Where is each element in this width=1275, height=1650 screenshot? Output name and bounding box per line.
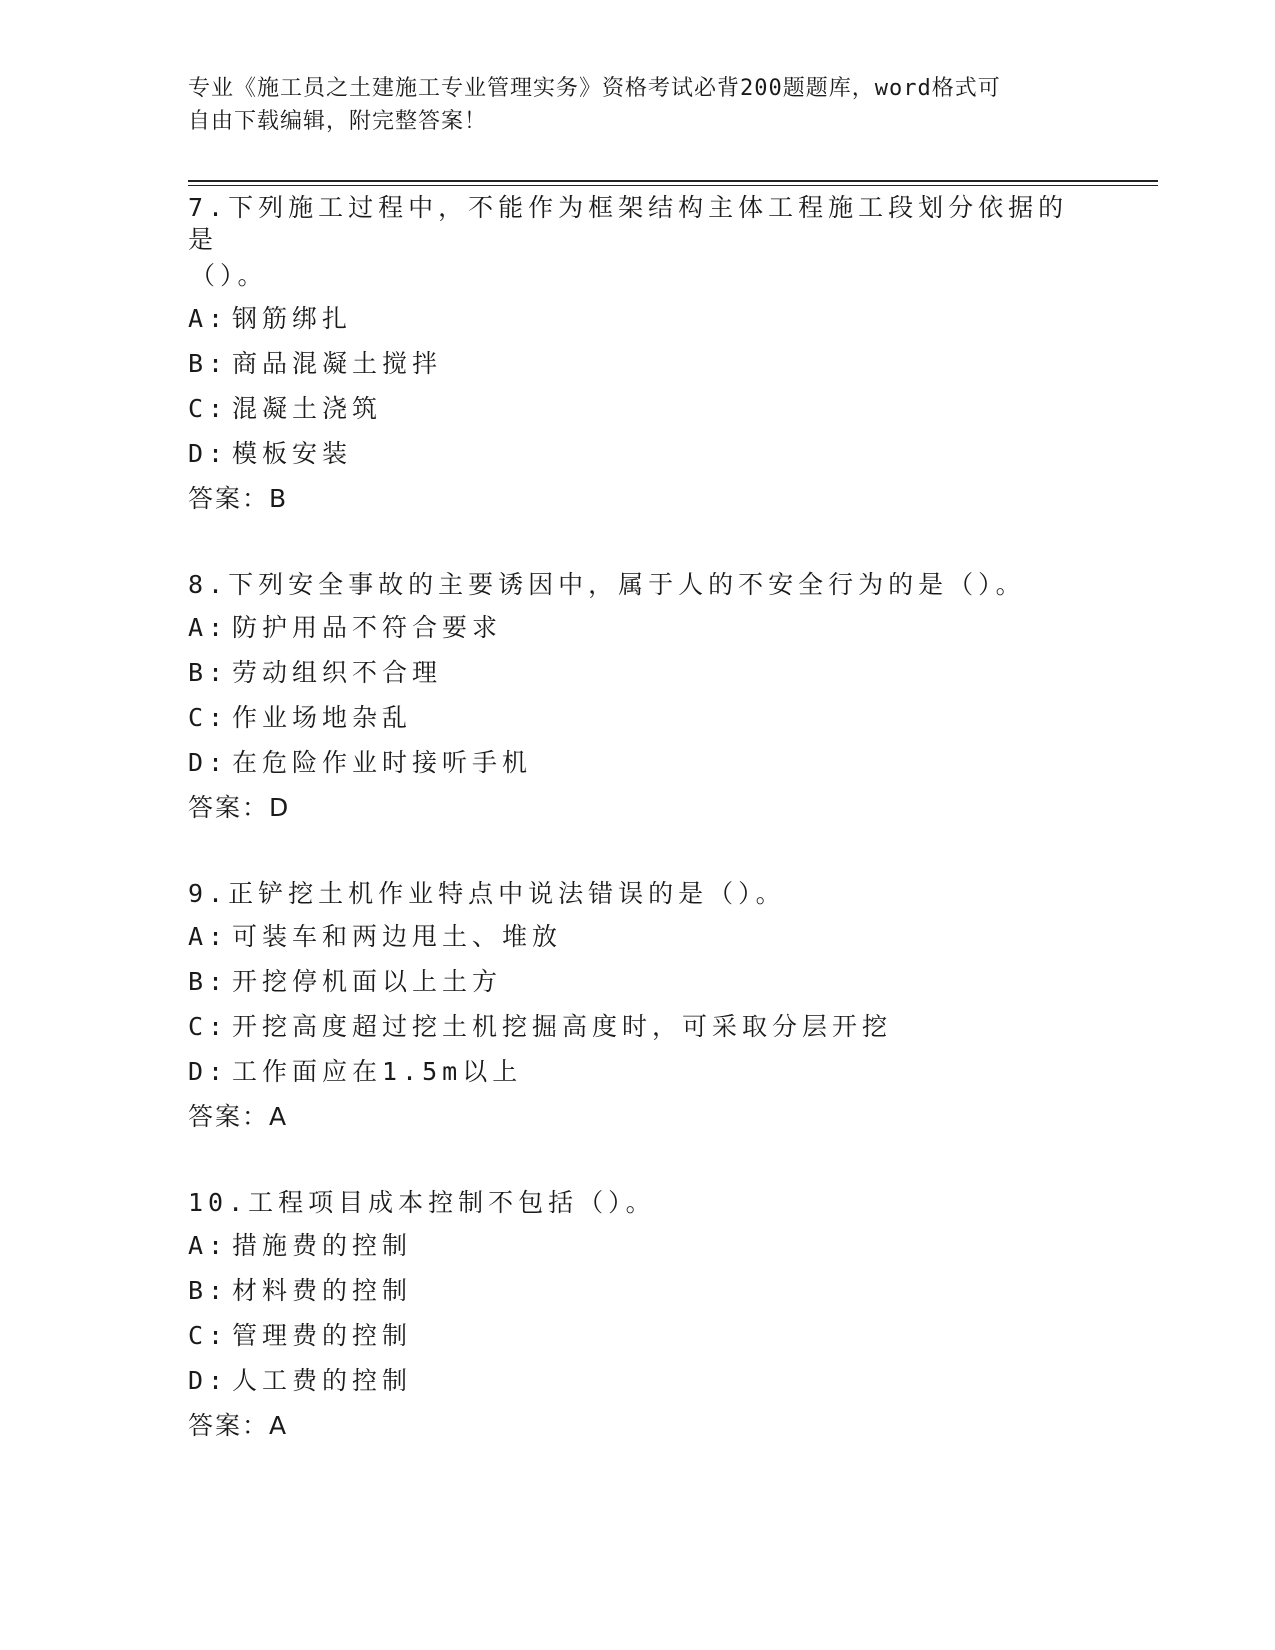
option-letter: C: (188, 394, 229, 423)
option-text: 开挖停机面以上土方 (232, 967, 503, 996)
header-line-1: 专业《施工员之土建施工专业管理实务》资格考试必背200题题库，word格式可 (188, 76, 1001, 101)
header-divider-thick (188, 180, 1158, 182)
option-letter: A: (188, 613, 229, 642)
answer-line: 答案：A (188, 1411, 289, 1440)
option-c (188, 1004, 1088, 1049)
option-text: 材料费的控制 (232, 1276, 413, 1305)
option-a (188, 1223, 1088, 1268)
option-letter: D: (188, 439, 229, 468)
option-d (188, 1358, 1088, 1403)
option-letter: C: (188, 1321, 229, 1350)
option-text: 劳动组织不合理 (232, 658, 443, 687)
option-text: 钢筋绑扎 (232, 304, 353, 333)
option-letter: B: (188, 1276, 229, 1305)
question-stem-continued: （）。 (190, 261, 268, 290)
option-letter: A: (188, 304, 229, 333)
option-letter: D: (188, 748, 229, 777)
question-list (188, 186, 1088, 1490)
option-d (188, 740, 1088, 785)
option-text: 在危险作业时接听手机 (232, 748, 533, 777)
question-stem: 7.下列施工过程中，不能作为框架结构主体工程施工段划分依据的是 (188, 193, 1069, 254)
option-b (188, 341, 1088, 386)
option-letter: A: (188, 1231, 229, 1260)
option-letter: A: (188, 922, 229, 951)
question-10 (188, 1181, 1088, 1448)
option-text: 开挖高度超过挖土机挖掘高度时，可采取分层开挖 (232, 1012, 893, 1041)
option-a (188, 296, 1088, 341)
option-a (188, 605, 1088, 650)
option-c (188, 1313, 1088, 1358)
option-text: 模板安装 (232, 439, 353, 468)
option-letter: D: (188, 1366, 229, 1395)
option-text: 混凝土浇筑 (232, 394, 383, 423)
option-b (188, 1268, 1088, 1313)
option-letter: B: (188, 967, 229, 996)
option-a (188, 914, 1088, 959)
option-letter: D: (188, 1057, 229, 1086)
question-stem: 10.工程项目成本控制不包括（）。 (188, 1188, 656, 1217)
option-c (188, 695, 1088, 740)
option-d (188, 1049, 1088, 1094)
option-text: 管理费的控制 (232, 1321, 413, 1350)
question-stem: 8.下列安全事故的主要诱因中，属于人的不安全行为的是（）。 (188, 570, 1026, 599)
option-text: 商品混凝土搅拌 (232, 349, 443, 378)
option-b (188, 650, 1088, 695)
answer-line: 答案：A (188, 1102, 289, 1131)
answer-line: 答案：D (188, 793, 291, 822)
answer-line: 答案：B (188, 484, 289, 513)
option-letter: C: (188, 1012, 229, 1041)
question-stem: 9.正铲挖土机作业特点中说法错误的是（）。 (188, 879, 786, 908)
option-letter: C: (188, 703, 229, 732)
option-letter: B: (188, 658, 229, 687)
option-letter: B: (188, 349, 229, 378)
option-text: 措施费的控制 (232, 1231, 413, 1260)
option-text: 防护用品不符合要求 (232, 613, 503, 642)
header-line-2: 自由下载编辑，附完整答案！ (188, 109, 488, 134)
document-header (188, 72, 1088, 138)
option-text: 作业场地杂乱 (232, 703, 413, 732)
option-c (188, 386, 1088, 431)
question-7 (188, 186, 1088, 521)
question-9 (188, 872, 1088, 1139)
option-b (188, 959, 1088, 1004)
option-text: 人工费的控制 (232, 1366, 413, 1395)
option-d (188, 431, 1088, 476)
question-8 (188, 563, 1088, 830)
option-text: 可装车和两边甩土、堆放 (232, 922, 563, 951)
option-text: 工作面应在1.5m以上 (232, 1057, 523, 1086)
